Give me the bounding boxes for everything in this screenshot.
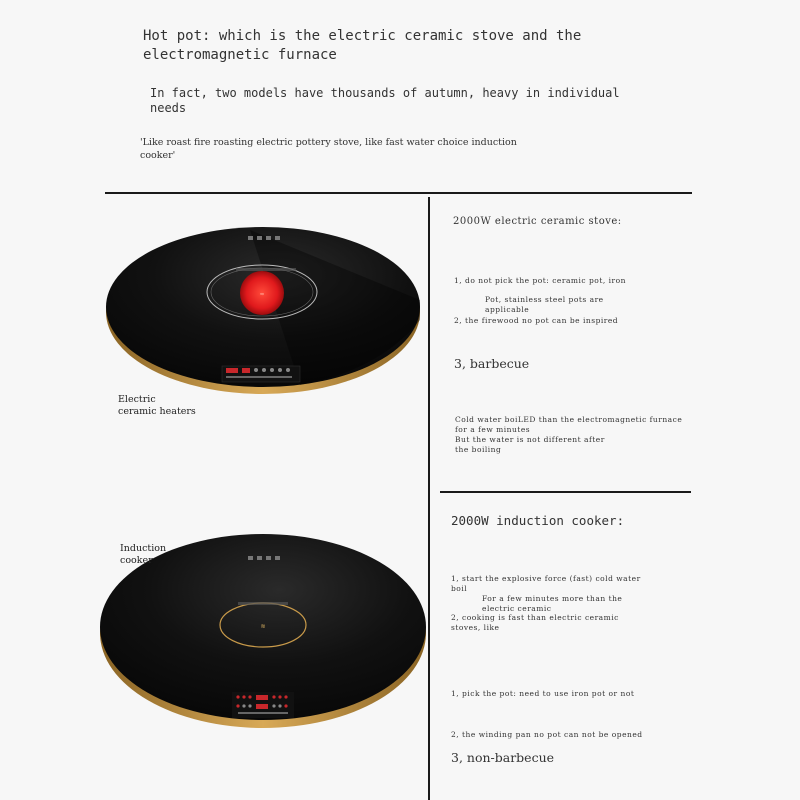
induction-point-1-cont: For a few minutes more than the electric ceramic xyxy=(482,594,623,613)
induction-winding-pan: 2, the winding pan no pot can not be opened xyxy=(451,730,643,739)
ceramic-heading: 2000W electric ceramic stove: xyxy=(453,216,622,227)
ceramic-point-2: 2, the firewood no pot can be inspired xyxy=(454,316,619,325)
ceramic-point-1-cont: Pot, stainless steel pots are applicable xyxy=(485,295,604,314)
induction-control-panel xyxy=(232,692,294,718)
ceramic-stove-image xyxy=(106,227,420,394)
induction-point-3: 3, non-barbecue xyxy=(451,750,555,765)
svg-text:≈: ≈ xyxy=(259,291,265,298)
svg-text:≋: ≋ xyxy=(260,623,266,630)
ceramic-point-1: 1, do not pick the pot: ceramic pot, iron xyxy=(454,276,626,285)
ceramic-note: Cold water boiLED than the electromagnetic furnace for a few minutes But the water is not different after the boiling xyxy=(455,415,683,454)
ceramic-image-label: Electric ceramic heaters xyxy=(118,394,196,417)
ceramic-control-panel xyxy=(222,366,300,382)
induction-heading: 2000W induction cooker: xyxy=(451,513,625,528)
induction-point-1: 1, start the explosive force (fast) cold water boil xyxy=(451,574,641,593)
intro-quote: 'Like roast fire roasting electric pottery stove, like fast water choice induction cooker' xyxy=(140,137,517,161)
induction-point-2: 2, cooking is fast than electric ceramic stoves, like xyxy=(451,613,619,632)
ceramic-point-3: 3, barbecue xyxy=(454,356,530,371)
induction-pick-pot: 1, pick the pot: need to use iron pot or not xyxy=(451,689,635,698)
induction-image-label: Induction cooker xyxy=(120,543,167,566)
intro-subtitle: In fact, two models have thousands of autumn, heavy in individual needs xyxy=(150,86,620,115)
page-title: Hot pot: which is the electric ceramic stove and the electromagnetic furnace xyxy=(143,28,582,63)
